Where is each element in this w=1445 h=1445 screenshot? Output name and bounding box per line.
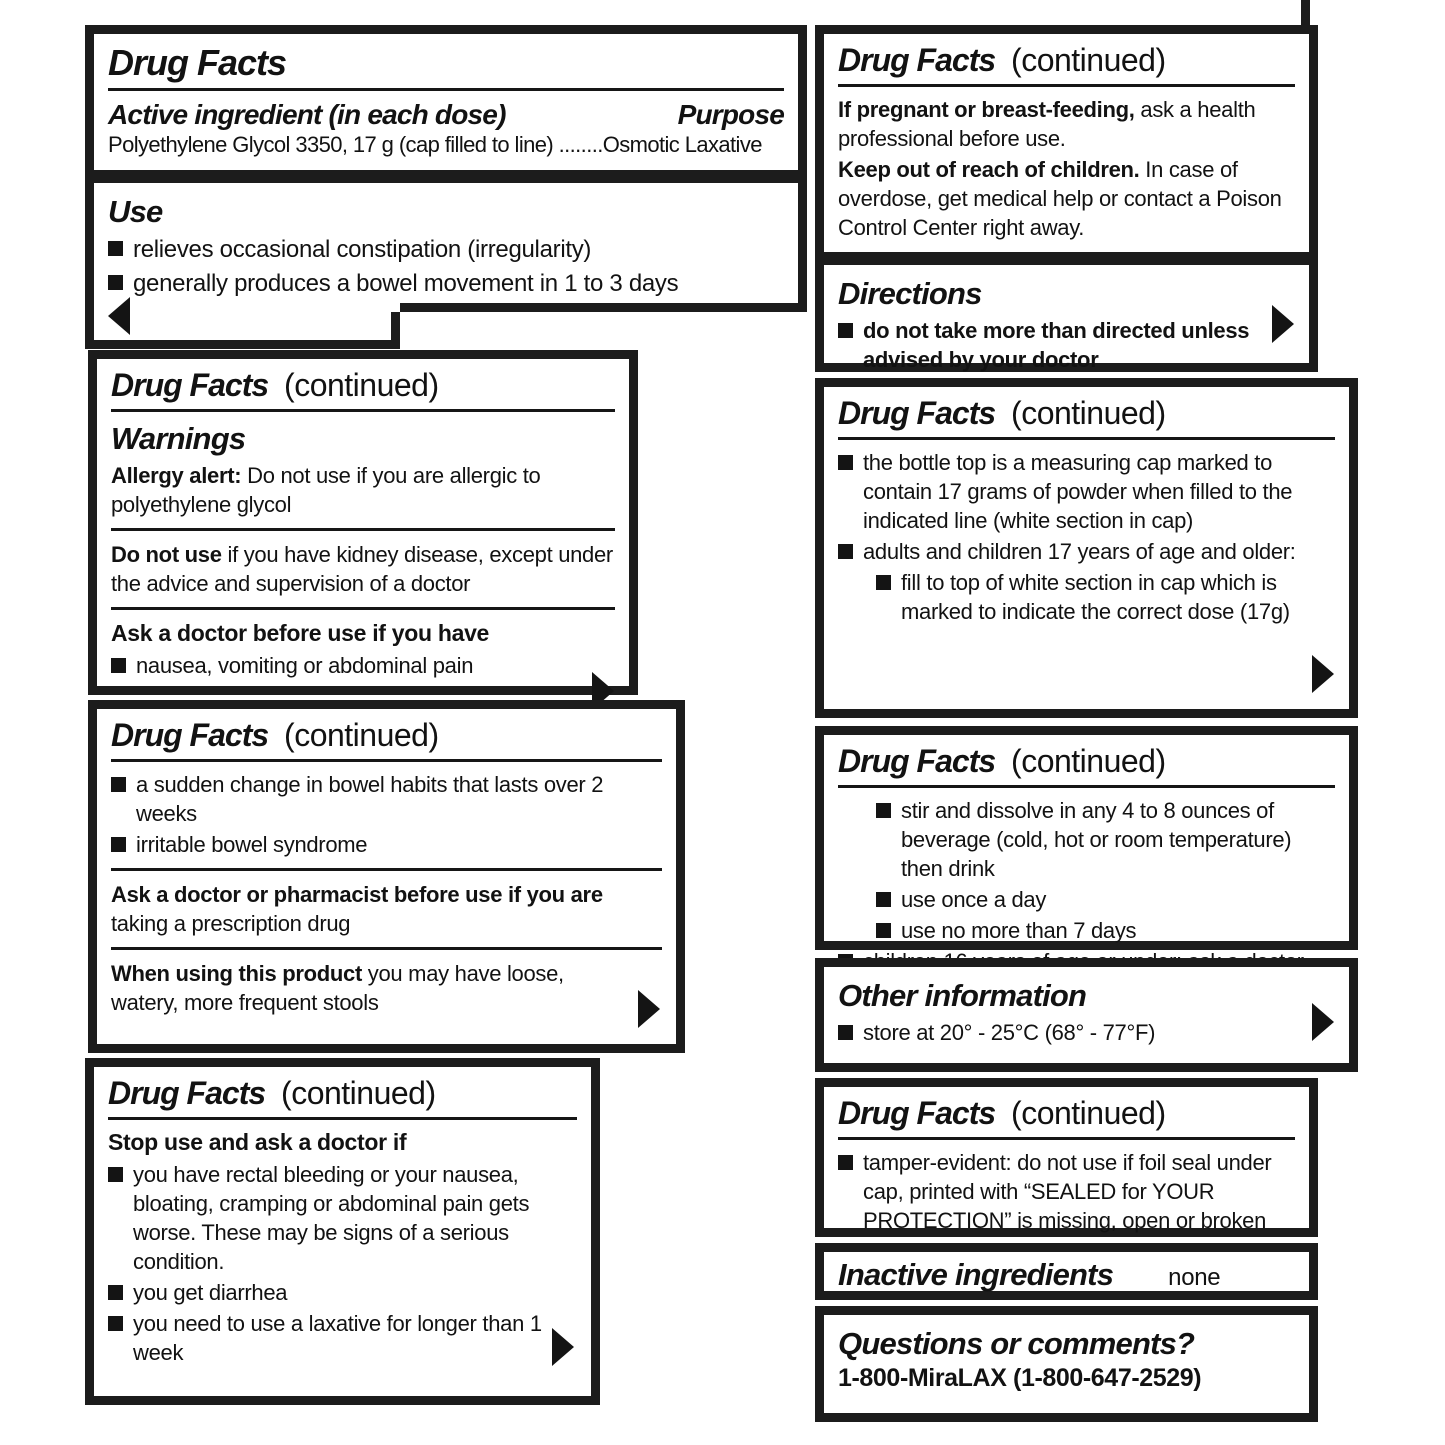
warning-bullet-text: a sudden change in bowel habits that lasts over 2 weeks	[136, 771, 604, 826]
bullet-square-icon	[111, 777, 126, 792]
bullet-square-icon	[838, 1025, 853, 1040]
continued-label: (continued)	[1011, 743, 1166, 779]
panel-title	[108, 42, 784, 83]
drug-facts-title: Drug Facts	[838, 42, 996, 78]
bullet-square-icon	[876, 923, 891, 938]
title-rule	[111, 759, 662, 762]
do-not-use-label: Do not use	[111, 542, 222, 568]
panel-title	[111, 717, 662, 754]
title-rule	[108, 88, 784, 91]
tamper-evident-panel	[815, 1078, 1318, 1237]
drug-facts-title: Drug Facts	[108, 42, 287, 83]
continued-label: (continued)	[281, 1075, 436, 1111]
warning-bullet-item	[111, 770, 662, 828]
dosing-bullet-text: adults and children 17 years of age and older:	[863, 538, 1296, 564]
use-bullet-item	[108, 268, 784, 300]
stop-use-panel	[85, 1058, 600, 1405]
panel-foot-notch	[85, 312, 400, 349]
continued-label: (continued)	[1011, 42, 1166, 78]
drug-facts-title: Drug Facts	[108, 1075, 266, 1111]
section-rule	[111, 868, 662, 871]
bullet-square-icon	[876, 575, 891, 590]
usage-bullet-item	[876, 885, 1335, 914]
usage-bullet-item	[876, 916, 1335, 945]
phone-number: 1-800-MiraLAX (1-800-647-2529)	[838, 1364, 1202, 1393]
do-not-use-body: if you have kidney disease, except under the advice and supervision of a doctor	[111, 542, 613, 597]
warnings-heading: Warnings	[111, 420, 246, 456]
title-rule	[108, 1117, 577, 1120]
use-heading: Use	[108, 193, 163, 229]
usage-bullet-text: use once a day	[901, 886, 1047, 912]
active-ingredient-heading: Active ingredient (in each dose)	[108, 99, 506, 131]
bullet-square-icon	[838, 323, 853, 338]
bullet-square-icon	[108, 1285, 123, 1300]
keep-out-text	[838, 155, 1295, 242]
panel-bottom-border	[400, 303, 807, 312]
drug-facts-title: Drug Facts	[838, 1095, 996, 1131]
other-information-heading: Other information	[838, 978, 1087, 1013]
keep-out-body: In case of overdose, get medical help or contact a Poison Control Center right away.	[838, 156, 1282, 240]
dosing-sub-bullet-text: fill to top of white section in cap which is marked to indicate the correct dose (17g)	[901, 569, 1290, 624]
stop-use-heading: Stop use and ask a doctor if	[108, 1128, 407, 1155]
when-using-label: When using this product	[111, 960, 362, 986]
tamper-bullet-item	[838, 1148, 1295, 1235]
active-ingredient-header-row	[108, 99, 784, 131]
continued-label: (continued)	[1011, 395, 1166, 431]
allergy-alert-text	[111, 461, 615, 519]
continued-label: (continued)	[284, 717, 439, 753]
drug-facts-title: Drug Facts	[111, 717, 269, 753]
directions-bullet-text: do not take more than directed unless advised by your doctor	[863, 318, 1250, 373]
warning-bullet-text: nausea, vomiting or abdominal pain	[136, 653, 474, 678]
stop-use-bullet-text: you get diarrhea	[133, 1279, 288, 1305]
panel-title	[838, 395, 1335, 432]
continue-arrow-icon	[1272, 305, 1294, 343]
section-divider	[824, 252, 1309, 265]
dosing-cap-panel	[815, 378, 1358, 718]
dosing-bullet-item	[838, 537, 1335, 566]
use-bullet-text: relieves occasional constipation (irregularity)	[133, 236, 592, 264]
continued-label: (continued)	[1011, 1095, 1166, 1131]
warning-bullet-item	[111, 651, 615, 680]
storage-bullet-text: store at 20° - 25°C (68° - 77°F)	[863, 1020, 1156, 1046]
storage-bullet-item	[838, 1018, 1335, 1047]
directions-heading: Directions	[838, 275, 982, 311]
ask-pharmacist-text	[111, 880, 662, 938]
use-bullet-item	[108, 234, 784, 266]
bullet-square-icon	[108, 241, 123, 256]
warnings-panel	[88, 350, 638, 695]
allergy-alert-body: Do not use if you are allergic to polyethylene glycol	[111, 462, 541, 518]
section-rule	[111, 528, 615, 531]
stop-use-bullet-text: you have rectal bleeding or your nausea, bloating, cramping or abdominal pain gets worse. These may be signs of a serious condition.	[133, 1161, 530, 1274]
bullet-square-icon	[838, 544, 853, 559]
bullet-square-icon	[876, 892, 891, 907]
bullet-square-icon	[876, 803, 891, 818]
allergy-alert-label: Allergy alert:	[111, 462, 242, 488]
warnings-continued-panel	[88, 700, 685, 1053]
stop-use-bullet-item	[108, 1278, 577, 1307]
title-rule	[111, 409, 615, 412]
tamper-bullet-text: tamper-evident: do not use if foil seal under cap, printed with “SEALED for YOUR PROTECTION” is missing, open or broken	[863, 1149, 1272, 1233]
back-arrow-icon	[108, 297, 130, 335]
section-rule	[111, 947, 662, 950]
usage-bullet-text: use no more than 7 days	[901, 917, 1137, 943]
pregnant-text	[838, 95, 1295, 153]
active-ingredient-line: Polyethylene Glycol 3350, 17 g (cap filled to line) ........Osmotic Laxative	[108, 132, 762, 158]
purpose-heading: Purpose	[677, 99, 784, 131]
do-not-use-text	[111, 540, 615, 598]
title-rule	[838, 437, 1335, 440]
dosing-bullet-item	[838, 448, 1335, 535]
ask-doctor-heading: Ask a doctor before use if you have	[111, 620, 490, 647]
warning-bullet-text: irritable bowel syndrome	[136, 831, 368, 857]
inactive-ingredients-heading: Inactive ingredients	[838, 1257, 1114, 1292]
section-rule	[111, 607, 615, 610]
panel-title	[108, 1075, 577, 1112]
keep-out-label: Keep out of reach of children.	[838, 156, 1140, 182]
inactive-ingredients-value: none	[1168, 1264, 1221, 1291]
ask-pharmacist-label: Ask a doctor or pharmacist before use if you are	[111, 881, 603, 907]
ask-pharmacist-body: taking a prescription drug	[111, 910, 351, 936]
panel-title	[838, 42, 1295, 79]
bullet-square-icon	[111, 658, 126, 673]
pregnant-label: If pregnant or breast-feeding,	[838, 96, 1135, 122]
bullet-square-icon	[838, 1155, 853, 1170]
pregnant-body: ask a health professional before use.	[838, 96, 1256, 151]
drug-facts-title: Drug Facts	[838, 743, 996, 779]
questions-panel	[815, 1306, 1318, 1422]
dosing-sub-bullet-item	[876, 568, 1335, 626]
usage-panel	[815, 726, 1358, 950]
title-rule	[838, 1137, 1295, 1140]
stop-use-bullet-item	[108, 1309, 577, 1367]
continue-arrow-icon	[1312, 1003, 1334, 1041]
stop-use-bullet-text: you need to use a laxative for longer than 1 week	[133, 1310, 542, 1365]
questions-heading: Questions or comments?	[838, 1326, 1195, 1361]
usage-bullet-text: stir and dissolve in any 4 to 8 ounces of beverage (cold, hot or room temperature) then drink	[901, 797, 1292, 881]
panel-title	[111, 367, 615, 404]
bullet-square-icon	[108, 1167, 123, 1182]
warning-bullet-item	[111, 830, 662, 859]
bullet-square-icon	[111, 837, 126, 852]
panel-title	[838, 743, 1335, 780]
when-using-body: you may have loose, watery, more frequent stools	[111, 960, 564, 1015]
continued-label: (continued)	[284, 367, 439, 403]
use-bullet-text: generally produces a bowel movement in 1 to 3 days	[133, 269, 679, 297]
section-divider	[94, 170, 798, 183]
inactive-ingredients-panel	[815, 1243, 1318, 1300]
drug-facts-title: Drug Facts	[838, 395, 996, 431]
bullet-square-icon	[108, 1316, 123, 1331]
dosing-bullet-text: the bottle top is a measuring cap marked to contain 17 grams of powder when filled to the indicated line (white section in cap)	[863, 449, 1293, 533]
drug-facts-main-panel	[85, 25, 807, 312]
other-information-panel	[815, 958, 1358, 1072]
panel-title	[838, 1095, 1295, 1132]
continue-arrow-icon	[1312, 655, 1334, 693]
bullet-square-icon	[108, 275, 123, 290]
when-using-text	[111, 959, 662, 1017]
inactive-ingredients-row	[838, 1256, 1295, 1296]
title-rule	[838, 785, 1335, 788]
drug-facts-title: Drug Facts	[111, 367, 269, 403]
title-rule	[838, 84, 1295, 87]
directions-bullet-item	[838, 316, 1295, 374]
continue-arrow-icon	[638, 990, 660, 1028]
usage-bullet-item	[876, 796, 1335, 883]
bullet-square-icon	[838, 455, 853, 470]
continue-arrow-icon	[552, 1328, 574, 1366]
pregnancy-directions-panel	[815, 25, 1318, 372]
stop-use-bullet-item	[108, 1160, 577, 1276]
